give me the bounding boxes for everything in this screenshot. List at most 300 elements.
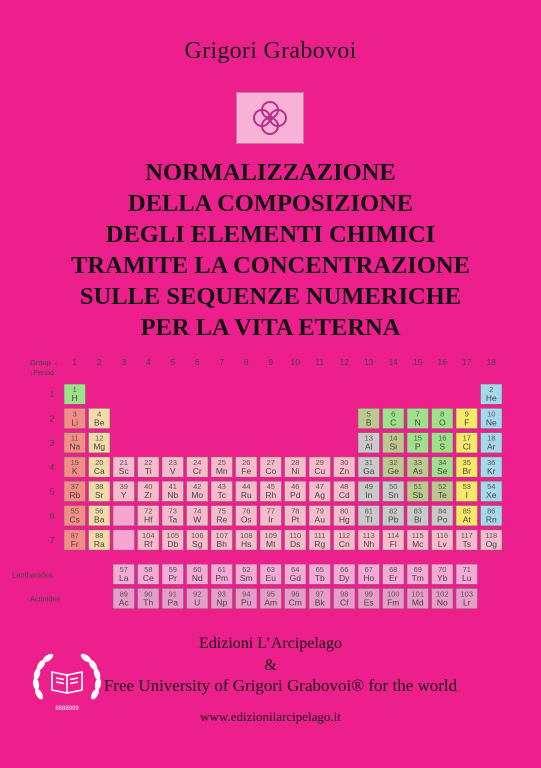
- element-symbol: H: [71, 393, 78, 403]
- atomic-number: 68: [389, 565, 398, 575]
- element-symbol: Ce: [142, 573, 154, 584]
- atomic-number: 38: [95, 482, 104, 492]
- element-cell: [187, 506, 209, 526]
- atomic-number: 27: [266, 457, 275, 467]
- element-cell: [334, 481, 356, 501]
- element-cell: [162, 530, 184, 550]
- element-symbol: Lu: [462, 573, 472, 584]
- title-line: TRAMITE LA CONCENTRAZIONE: [71, 252, 470, 279]
- atomic-number: 103: [460, 589, 474, 599]
- element-symbol: Dy: [339, 573, 350, 584]
- element-symbol: Na: [69, 441, 81, 452]
- element-cell: [481, 481, 503, 501]
- element-symbol: Sc: [118, 465, 129, 476]
- element-symbol: Zn: [339, 465, 350, 476]
- element-symbol: Mo: [191, 490, 204, 501]
- element-cell: [89, 530, 111, 550]
- period-number: 4: [49, 462, 55, 473]
- element-box: [113, 530, 135, 550]
- element-cell: [89, 506, 111, 526]
- element-symbol: Xe: [486, 490, 497, 501]
- element-symbol: V: [169, 465, 176, 476]
- element-symbol: Cf: [340, 597, 349, 608]
- element-cell: [334, 564, 356, 584]
- element-symbol: Ar: [487, 441, 496, 452]
- element-symbol: Bi: [413, 514, 422, 525]
- atomic-number: 106: [190, 530, 204, 540]
- element-cell: [138, 457, 160, 477]
- element-symbol: I: [465, 490, 468, 501]
- group-number: 17: [462, 357, 472, 367]
- atomic-number: 64: [291, 565, 300, 575]
- atomic-number: 86: [487, 506, 496, 516]
- element-cell: [383, 588, 405, 608]
- element-cell: [260, 506, 282, 526]
- element-cell: [456, 408, 478, 428]
- atomic-number: 75: [217, 506, 226, 516]
- publisher-name: Edizioni L’Arcipelago: [199, 635, 342, 652]
- element-cell: [285, 481, 307, 501]
- element-symbol: Pb: [388, 514, 399, 525]
- element-symbol: Th: [143, 597, 154, 608]
- atomic-number: 11: [70, 433, 79, 443]
- element-symbol: U: [194, 597, 201, 608]
- element-symbol: Es: [363, 597, 374, 608]
- period-axis-label: ↓Period: [30, 370, 54, 377]
- element-symbol: At: [462, 514, 471, 525]
- book-title: [0, 157, 541, 343]
- element-symbol: Se: [437, 465, 448, 476]
- atomic-number: 118: [485, 530, 498, 540]
- element-cell: [407, 506, 429, 526]
- atomic-number: 43: [217, 482, 226, 492]
- element-symbol: S: [439, 441, 446, 452]
- element-cell: [138, 588, 160, 608]
- period-number: 3: [49, 437, 55, 448]
- atomic-number: 53: [462, 482, 471, 492]
- atomic-number: 112: [338, 530, 351, 540]
- atomic-number: 88: [95, 530, 104, 540]
- element-symbol: Tm: [411, 573, 424, 584]
- element-symbol: Ru: [240, 490, 252, 501]
- atomic-number: 54: [487, 482, 496, 492]
- element-symbol: Sr: [95, 490, 104, 501]
- element-cell: [187, 564, 209, 584]
- element-cell: [187, 530, 209, 550]
- element-cell: [64, 433, 86, 453]
- atomic-number: 23: [168, 457, 177, 467]
- element-cell: [383, 564, 405, 584]
- group-number: 11: [315, 357, 325, 367]
- element-cell: [285, 564, 307, 584]
- element-cell: [236, 588, 258, 608]
- element-cell: [334, 530, 356, 550]
- atomic-number: 8: [440, 409, 445, 419]
- atomic-number: 89: [119, 589, 128, 599]
- element-cell: [236, 481, 258, 501]
- element-cell: [407, 457, 429, 477]
- atomic-number: 9: [464, 409, 469, 419]
- atomic-number: 82: [389, 506, 398, 516]
- atomic-number: 61: [217, 565, 226, 575]
- element-cell: [432, 408, 454, 428]
- element-symbol: Sg: [192, 538, 203, 549]
- element-symbol: Fl: [389, 538, 397, 549]
- element-cell: [187, 457, 209, 477]
- element-cell: [456, 530, 478, 550]
- element-cell: [456, 564, 478, 584]
- element-symbol: Pu: [241, 597, 252, 608]
- atomic-number: 56: [95, 506, 104, 516]
- element-cell: [236, 506, 258, 526]
- element-symbol: Pr: [168, 573, 177, 584]
- atomic-number: 40: [144, 482, 153, 492]
- element-symbol: Li: [71, 417, 79, 428]
- atomic-number: 105: [166, 530, 180, 540]
- group-number: 13: [364, 357, 374, 367]
- element-cell: [236, 457, 258, 477]
- element-cell: [89, 408, 111, 428]
- element-symbol: Sm: [239, 573, 253, 584]
- element-symbol: Tb: [314, 573, 325, 584]
- atomic-number: 24: [193, 457, 202, 467]
- element-symbol: Ir: [268, 514, 274, 525]
- element-symbol: Cd: [338, 490, 350, 501]
- element-symbol: Og: [485, 538, 497, 549]
- atomic-number: 76: [242, 506, 251, 516]
- atomic-number: 41: [168, 482, 177, 492]
- element-symbol: Yb: [437, 573, 448, 584]
- element-cell: [456, 588, 478, 608]
- atomic-number: 35: [462, 457, 471, 467]
- element-symbol: Pm: [215, 573, 229, 584]
- element-cell: [481, 433, 503, 453]
- element-cell: [285, 457, 307, 477]
- group-number: 4: [145, 357, 151, 367]
- atomic-number: 102: [435, 589, 449, 599]
- group-axis-label: Group→: [30, 358, 59, 367]
- element-cell: [138, 530, 160, 550]
- group-number: 10: [290, 357, 300, 367]
- element-symbol: Hf: [144, 514, 153, 525]
- atomic-number: 60: [193, 565, 202, 575]
- lanthanides-label: Lanthanides: [12, 570, 53, 580]
- element-cell: [407, 408, 429, 428]
- element-symbol: Cl: [462, 441, 471, 452]
- element-cell: [211, 506, 233, 526]
- atomic-number: 50: [389, 482, 398, 492]
- element-cell: [138, 564, 160, 584]
- element-symbol: Be: [94, 417, 105, 428]
- atomic-number: 84: [438, 506, 447, 516]
- element-cell: [481, 530, 503, 550]
- atomic-number: 4: [97, 409, 102, 419]
- element-symbol: B: [365, 417, 372, 428]
- period-number: 6: [49, 510, 55, 521]
- atomic-number: 57: [119, 565, 128, 575]
- atomic-number: 49: [364, 482, 373, 492]
- atomic-number: 16: [438, 433, 447, 443]
- element-symbol: Cr: [192, 465, 202, 476]
- element-cell: [260, 530, 282, 550]
- atomic-number: 72: [144, 506, 153, 516]
- element-symbol: Bk: [314, 597, 325, 608]
- atomic-number: 6: [391, 409, 396, 419]
- element-symbol: Ds: [290, 538, 301, 549]
- element-cell: [285, 530, 307, 550]
- element-symbol: Lv: [437, 538, 447, 549]
- element-cell: [309, 506, 331, 526]
- element-cell: [456, 457, 478, 477]
- element-symbol: Lr: [462, 597, 471, 608]
- element-cell: [334, 588, 356, 608]
- actinides-label: Actinides: [30, 594, 61, 604]
- atomic-number: 2: [489, 385, 494, 394]
- atomic-number: 20: [95, 457, 104, 467]
- atomic-number: 94: [242, 589, 251, 599]
- atomic-number: 36: [487, 457, 496, 467]
- element-symbol: Nh: [363, 538, 375, 549]
- element-symbol: Pa: [167, 597, 178, 608]
- element-symbol: Tc: [217, 490, 226, 501]
- atomic-number: 21: [119, 457, 128, 467]
- element-symbol: F: [464, 417, 470, 428]
- element-symbol: Te: [437, 490, 447, 501]
- element-symbol: N: [414, 417, 421, 428]
- element-cell: [162, 457, 184, 477]
- element-cell: [334, 506, 356, 526]
- element-symbol: Gd: [289, 573, 301, 584]
- period-number: 1: [49, 389, 55, 400]
- element-symbol: Co: [265, 465, 277, 476]
- atomic-number: 104: [141, 530, 155, 540]
- atomic-number: 55: [70, 506, 79, 516]
- element-cell: [432, 433, 454, 453]
- element-cell: [358, 408, 380, 428]
- element-cell: [481, 457, 503, 477]
- element-cell: [113, 457, 135, 477]
- element-cell: [358, 433, 380, 453]
- element-symbol: K: [71, 465, 78, 476]
- element-cell: [432, 588, 454, 608]
- atomic-number: 18: [487, 433, 496, 443]
- element-symbol: Rf: [144, 538, 153, 549]
- element-symbol: Rh: [265, 490, 277, 501]
- element-cell: [260, 457, 282, 477]
- element-cell: [334, 457, 356, 477]
- element-symbol: Ra: [93, 538, 105, 549]
- element-cell: [309, 530, 331, 550]
- element-symbol: Hs: [241, 538, 252, 549]
- element-symbol: Cm: [288, 597, 302, 608]
- atomic-number: 78: [291, 506, 300, 516]
- atomic-number: 31: [364, 457, 373, 467]
- atomic-number: 117: [460, 530, 473, 540]
- element-cell: [481, 384, 503, 404]
- atomic-number: 101: [411, 589, 425, 599]
- atomic-number: 29: [315, 457, 324, 467]
- atomic-number: 33: [413, 457, 422, 467]
- atomic-number: 17: [462, 433, 471, 443]
- atomic-number: 25: [217, 457, 226, 467]
- element-symbol: Np: [216, 597, 228, 608]
- atomic-number: 62: [242, 565, 251, 575]
- group-number: 16: [437, 357, 447, 367]
- university-name: Free University of Grigori Grabovoi® for the world: [103, 676, 458, 695]
- element-cell: [285, 588, 307, 608]
- atomic-number: 30: [340, 457, 349, 467]
- ampersand: &: [264, 657, 277, 674]
- atomic-number: 51: [413, 482, 422, 492]
- atomic-number: 10: [487, 409, 496, 419]
- element-cell: [358, 506, 380, 526]
- element-cell: [432, 481, 454, 501]
- element-symbol: Fm: [387, 597, 400, 608]
- atomic-number: 81: [364, 506, 373, 516]
- atomic-number: 97: [315, 589, 324, 599]
- element-symbol: Rn: [485, 514, 497, 525]
- element-cell: [162, 506, 184, 526]
- element-symbol: He: [485, 393, 497, 403]
- element-symbol: Zr: [144, 490, 153, 501]
- atomic-number: 70: [438, 565, 447, 575]
- element-cell: [113, 481, 135, 501]
- element-symbol: Ge: [387, 465, 399, 476]
- group-number: 8: [243, 357, 249, 367]
- atomic-number: 45: [266, 482, 275, 492]
- atomic-number: 80: [340, 506, 349, 516]
- element-cell: [309, 588, 331, 608]
- element-symbol: La: [119, 573, 129, 584]
- element-cell: [407, 433, 429, 453]
- element-symbol: Sn: [388, 490, 399, 501]
- atomic-number: 15: [413, 433, 422, 443]
- element-symbol: Eu: [265, 573, 276, 584]
- element-cell: [383, 408, 405, 428]
- group-number: 14: [388, 357, 398, 367]
- atomic-number: 59: [168, 565, 177, 575]
- title-line: DEGLI ELEMENTI CHIMICI: [105, 221, 436, 248]
- website-url: www.edizionilarcipelago.it: [200, 709, 341, 724]
- element-symbol: Pt: [291, 514, 300, 525]
- infinity-emblem-icon: [236, 92, 304, 144]
- element-cell: [407, 481, 429, 501]
- element-cell: [64, 530, 86, 550]
- element-symbol: Ag: [314, 490, 325, 501]
- element-symbol: Mg: [93, 441, 106, 452]
- element-cell: [260, 564, 282, 584]
- author-name: Grigori Grabovoi: [184, 38, 357, 64]
- atomic-number: 13: [364, 433, 373, 443]
- element-symbol: Cn: [338, 538, 350, 549]
- title-line: SULLE SEQUENZE NUMERICHE: [79, 283, 462, 310]
- group-number: 2: [96, 357, 102, 367]
- atomic-number: 91: [168, 589, 177, 599]
- atomic-number: 5: [366, 409, 371, 419]
- element-symbol: Db: [167, 538, 179, 549]
- atomic-number: 79: [315, 506, 324, 516]
- element-symbol: P: [414, 441, 421, 452]
- atomic-number: 7: [415, 409, 420, 419]
- element-cell: [358, 457, 380, 477]
- element-symbol: Fe: [241, 465, 252, 476]
- element-cell: [211, 564, 233, 584]
- atomic-number: 74: [193, 506, 202, 516]
- atomic-number: 69: [413, 565, 422, 575]
- atomic-number: 48: [340, 482, 349, 492]
- element-symbol: Ba: [94, 514, 105, 525]
- atomic-number: 46: [291, 482, 300, 492]
- atomic-number: 14: [389, 433, 398, 443]
- title-line: NORMALIZZAZIONE: [145, 159, 396, 186]
- element-symbol: Au: [314, 514, 325, 525]
- element-cell: [236, 530, 258, 550]
- element-cell: [358, 588, 380, 608]
- atomic-number: 66: [340, 565, 349, 575]
- group-number: 12: [339, 357, 349, 367]
- atomic-number: 110: [289, 530, 302, 540]
- element-cell: [358, 530, 380, 550]
- group-number: 18: [486, 357, 496, 367]
- element-cell: [236, 564, 258, 584]
- element-cell: [407, 530, 429, 550]
- element-symbol: Si: [389, 441, 398, 452]
- element-cell: [309, 457, 331, 477]
- element-symbol: In: [365, 490, 373, 501]
- element-symbol: Os: [240, 514, 252, 525]
- element-symbol: Ac: [118, 597, 129, 608]
- atomic-number: 58: [144, 565, 153, 575]
- element-cell: [383, 530, 405, 550]
- element-cell: [138, 481, 160, 501]
- element-symbol: No: [436, 597, 448, 608]
- element-symbol: Am: [264, 597, 278, 608]
- element-symbol: Ca: [93, 465, 105, 476]
- element-cell: [113, 506, 135, 526]
- group-number: 1: [72, 357, 78, 367]
- atomic-number: 19: [70, 457, 79, 467]
- element-symbol: Ho: [363, 573, 375, 584]
- element-cell: [432, 457, 454, 477]
- element-cell: [64, 384, 86, 404]
- element-symbol: Nb: [167, 490, 179, 501]
- atomic-number: 3: [72, 409, 77, 419]
- atomic-number: 65: [315, 565, 324, 575]
- element-cell: [456, 481, 478, 501]
- atomic-number: 90: [144, 589, 153, 599]
- element-symbol: Re: [216, 514, 228, 525]
- atomic-number: 83: [413, 506, 422, 516]
- element-cell: [383, 481, 405, 501]
- atomic-number: 26: [242, 457, 251, 467]
- atomic-number: 67: [364, 565, 373, 575]
- group-number: 7: [219, 357, 225, 367]
- atomic-number: 32: [389, 457, 398, 467]
- atomic-number: 71: [462, 565, 471, 575]
- element-cell: [211, 588, 233, 608]
- element-cell: [260, 481, 282, 501]
- element-symbol: Ti: [144, 465, 152, 476]
- atomic-number: 109: [264, 530, 278, 540]
- element-cell: [481, 506, 503, 526]
- element-cell: [260, 588, 282, 608]
- element-symbol: Fr: [70, 538, 79, 549]
- element-cell: [309, 564, 331, 584]
- element-cell: [113, 530, 135, 550]
- atomic-number: 111: [314, 530, 326, 540]
- element-symbol: Mt: [266, 538, 276, 549]
- atomic-number: 77: [266, 506, 275, 516]
